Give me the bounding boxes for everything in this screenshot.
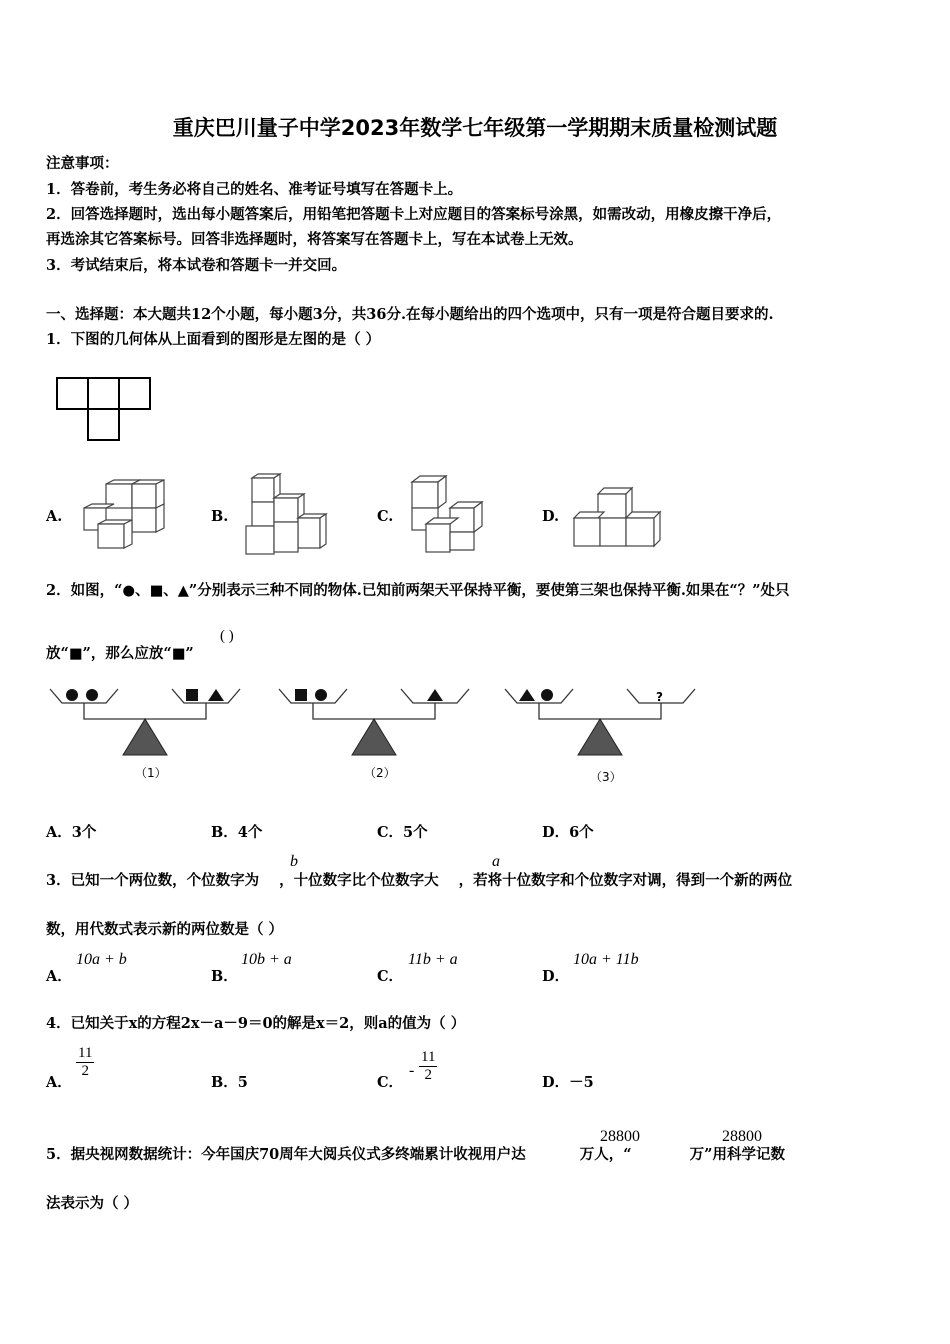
q1-stem: 1．下图的几何体从上面看到的图形是左图的是（ ）: [46, 331, 381, 348]
q2-scale-1: [48, 683, 248, 793]
q2-option-b[interactable]: B．4个: [211, 824, 263, 841]
notice-item-2: 2．回答选择题时，选出每小题答案后，用铅笔把答题卡上对应题目的答案标号涂黑，如需改动，用橡皮擦干净后，: [46, 206, 782, 223]
square-icon: [186, 689, 198, 701]
q2-option-c[interactable]: C．5个: [377, 824, 428, 841]
q2-option-d[interactable]: D．6个: [542, 824, 594, 841]
q4-option-a-label[interactable]: A．: [46, 1074, 72, 1091]
q2-stem-line1: 2．如图，“●、■、▲”分别表示三种不同的物体.已知前两架天平保持平衡，要使第三架也保持平衡.如果在“？”处只: [46, 582, 790, 599]
circle-icon: [66, 689, 78, 701]
q3-option-b-label[interactable]: B．: [211, 968, 238, 985]
q4-option-c-sign: -: [409, 1062, 415, 1079]
page-title: 重庆巴川量子中学2023年数学七年级第一学期期末质量检测试题: [172, 116, 778, 140]
section-heading: 一、选择题：本大题共12个小题，每小题3分，共36分.在每小题给出的四个选项中，只有一项是符合题目要求的.: [46, 306, 774, 323]
q2-answer-paren: ( ): [220, 628, 234, 644]
q3-option-a-label[interactable]: A．: [46, 968, 72, 985]
q3-option-d-expr: 10a + 11b: [573, 951, 639, 968]
notice-item-3: 3．考试结束后，将本试卷和答题卡一并交回。: [46, 257, 347, 274]
question-mark: ?: [656, 690, 663, 704]
q5-stem-a: 5．据央视网数据统计：今年国庆70周年大阅兵仪式多终端累计收视用户达: [46, 1146, 526, 1163]
q3-stem-line2: 数，用代数式表示新的两位数是（ ）: [46, 921, 284, 938]
q2-stem-line2: 放“■”，那么应放“■”: [46, 645, 194, 662]
triangle-icon: [208, 689, 224, 701]
q4-option-a-fraction: $\frac{11}{2}$: [78, 1045, 93, 1079]
q1-option-a-label: A.: [46, 508, 63, 525]
q1-option-b-label: B.: [211, 508, 229, 525]
q2-scale-3: [503, 683, 703, 793]
scale-label: （3）: [590, 770, 622, 784]
square-icon: [295, 689, 307, 701]
q4-option-c-label[interactable]: C．: [377, 1074, 404, 1091]
q4-option-b[interactable]: B．5: [211, 1074, 248, 1091]
q3-option-d-label[interactable]: D．: [542, 968, 570, 985]
q3-stem-b: ，十位数字比个位数字大: [279, 872, 439, 889]
q2-option-a[interactable]: A．3个: [46, 824, 97, 841]
q5-number-2: 28800: [722, 1128, 762, 1145]
q3-var-b: b: [290, 853, 298, 870]
scale-label: （2）: [364, 766, 396, 780]
q5-stem-line1: [46, 1143, 785, 1164]
q2-scale-2: [277, 683, 477, 793]
circle-icon: [86, 689, 98, 701]
notice-item-1: 1．答卷前，考生务必将自己的姓名、准考证号填写在答题卡上。: [46, 181, 463, 198]
q1-option-c-cubes[interactable]: [408, 474, 484, 556]
circle-icon: [315, 689, 327, 701]
q1-option-b-cubes[interactable]: [242, 472, 328, 556]
q1-option-c-label: C.: [377, 508, 394, 525]
q1-option-d-cubes[interactable]: [572, 486, 664, 550]
q3-option-a-expr: 10a + b: [76, 951, 127, 968]
q1-top-view-figure: [55, 376, 155, 442]
q1-option-a-cubes[interactable]: [80, 480, 162, 550]
q3-option-b-expr: 10b + a: [241, 951, 292, 968]
notice-item-2-cont: 再选涂其它答案标号。回答非选择题时，将答案写在答题卡上，写在本试卷上无效。: [46, 231, 583, 248]
q4-option-d[interactable]: D．－5: [542, 1074, 594, 1091]
q5-stem-c: 万”用科学记数: [689, 1146, 785, 1163]
q3-stem-a: 3．已知一个两位数，个位数字为: [46, 872, 260, 889]
q1-option-d-label: D.: [542, 508, 560, 525]
q3-option-c-label[interactable]: C．: [377, 968, 404, 985]
circle-icon: [541, 689, 553, 701]
triangle-icon: [427, 689, 443, 701]
q5-stem-line2: 法表示为（ ）: [46, 1195, 139, 1212]
triangle-icon: [519, 689, 535, 701]
notice-heading: 注意事项：: [46, 155, 119, 172]
q4-option-c-fraction: $\frac{11}{2}$: [421, 1049, 436, 1083]
q5-number-1: 28800: [600, 1128, 640, 1145]
scale-label: （1）: [135, 766, 167, 780]
q4-stem: 4．已知关于x的方程2x－a－9＝0的解是x＝2，则a的值为（ ）: [46, 1015, 466, 1032]
q3-var-a: a: [492, 853, 500, 870]
q3-option-c-expr: 11b + a: [408, 951, 458, 968]
q3-stem-line1: [46, 869, 792, 890]
q5-stem-b: 万人，“: [579, 1146, 632, 1163]
q3-stem-c: ，若将十位数字和个位数字对调，得到一个新的两位: [458, 872, 793, 889]
